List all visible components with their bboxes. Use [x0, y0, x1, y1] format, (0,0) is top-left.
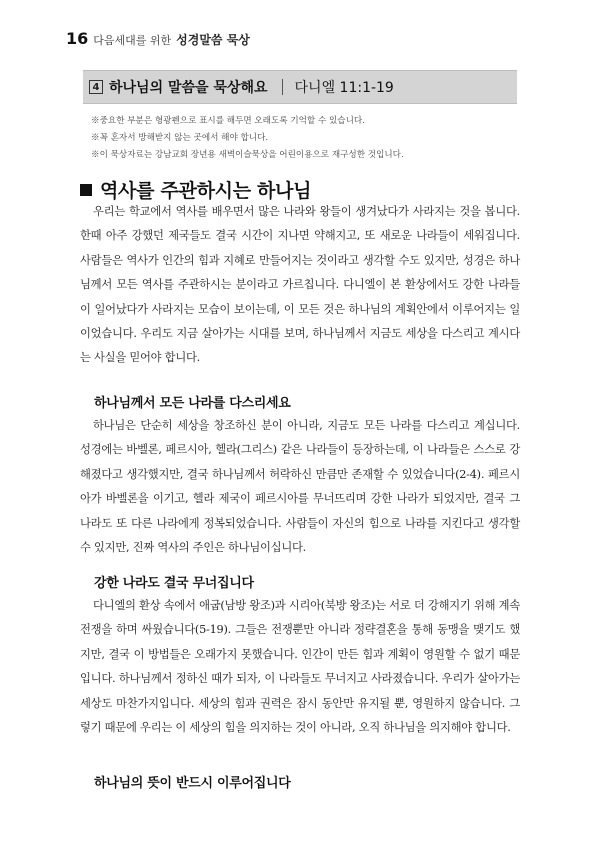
square-bullet-icon [80, 184, 92, 196]
note-item: ※중요한 부분은 형광펜으로 표시를 해두면 오래도록 기억할 수 있습니다. [91, 116, 365, 126]
running-header [66, 29, 536, 48]
title-bar [83, 70, 517, 104]
series-prefix: 다음세대를 위한 [93, 34, 172, 47]
sub-heading: 하나님의 뜻이 반드시 이루어집니다 [94, 776, 291, 791]
title-divider [282, 79, 283, 95]
sub-heading: 하나님께서 모든 나라를 다스리세요 [94, 396, 291, 411]
scripture-reference: 다니엘 11:1-19 [294, 80, 394, 96]
section-paragraph: 다니엘의 환상 속에서 애굽(남방 왕조)과 시리아(북방 왕조)는 서로 더 강해지기 위해 계속 전쟁을 하며 싸웠습니다(5-19). 그들은 전쟁뿐만 아니라 정략결혼을 통해 동맹을 맺기도 했지만, 결국 이 방법들은 오래가지 못했습니다. 인간이 만든 힘과 계획이 영원할 수 없기 때문입니다. 하나님께서 정하신 때가 되자, 이 나라들도 무너지고 사라졌습니다. 우리가 살아가는 세상도 마찬가지입니다. 세상의 힘과 권력은 잠시 동안만 유지될 뿐, 영원하지 않습니다. 그렇기 때문에 우리는 이 세상의 힘을 의지하는 것이 아니라, 오직 하나님을 의지해야 합니다. [80, 599, 520, 735]
main-heading [80, 176, 311, 203]
sub-heading: 강한 나라도 결국 무너집니다 [94, 576, 254, 591]
series-title: 성경말씀 묵상 [176, 33, 250, 47]
section-number-box: 4 [89, 80, 103, 94]
section-paragraph: 하나님은 단순히 세상을 창조하신 분이 아니라, 지금도 모든 나라를 다스리고 계십니다. 성경에는 바벨론, 페르시아, 헬라(그리스) 같은 나라들이 등장하는데, 이 나라들은 스스로 강해졌다고 생각했지만, 결국 하나님께서 허락하신 만큼만 존재할 수 있었습니다(2-4). 페르시아가 바벨론을 이기고, 헬라 제국이 페르시아를 무너뜨리며 강한 나라가 되었지만, 결국 그 나라도 또 다른 나라에게 정복되었습니다. 사람들이 자신의 힘으로 나라를 지킨다고 생각할 수 있지만, 진짜 역사의 주인은 하나님이십니다. [80, 419, 520, 555]
section-title: 하나님의 말씀을 묵상해요 [109, 80, 268, 96]
notes-list [91, 113, 531, 164]
page-number: 16 [66, 29, 89, 48]
main-heading-text: 역사를 주관하시는 하나님 [100, 180, 312, 202]
intro-paragraph: 우리는 학교에서 역사를 배우면서 많은 나라와 왕들이 생겨났다가 사라지는 것을 봅니다. 한때 아주 강했던 제국들도 결국 시간이 지나면 약해지고, 또 새로운 나라들이 세워집니다. 사람들은 역사가 인간의 힘과 지혜로 만들어지는 것이라고 생각할 수도 있지만, 성경은 하나님께서 모든 역사를 주관하시는 분이라고 가르칩니다. 다니엘이 본 환상에서도 강한 나라들이 일어났다가 사라지는 모습이 보이는데, 이 모든 것은 하나님의 계획안에서 이루어지는 일이었습니다. 우리도 지금 살아가는 시대를 보며, 하나님께서 지금도 세상을 다스리고 계시다는 사실을 믿어야 합니다. [80, 205, 520, 365]
note-item: ※이 묵상자료는 강남교회 장년용 새벽이슬묵상을 어린이용으로 재구성한 것입니다. [91, 150, 404, 160]
note-item: ※꼭 혼자서 방해받지 않는 곳에서 해야 합니다. [91, 133, 269, 143]
